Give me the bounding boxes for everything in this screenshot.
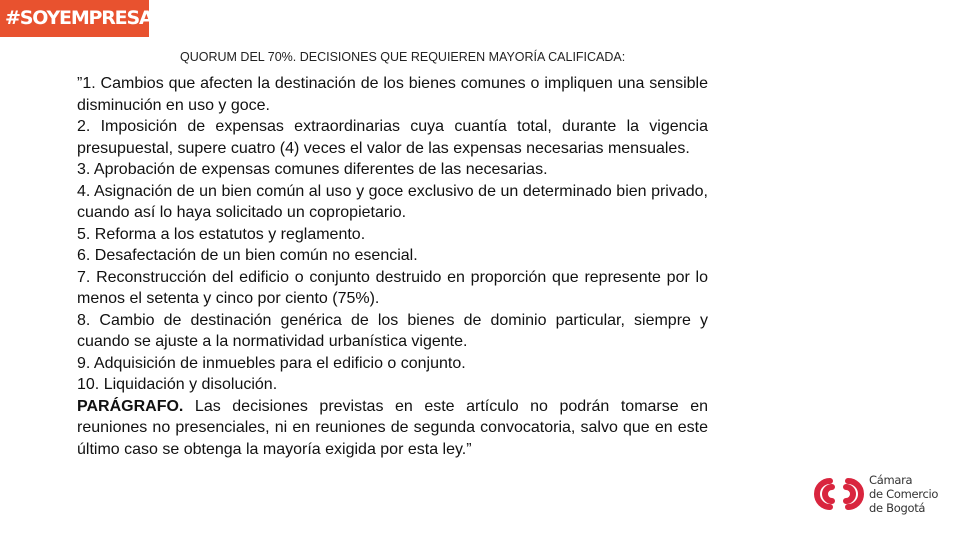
list-item: ”1. Cambios que afecten la destinación de los bienes comunes o impliquen una sensible disminución en uso y goce. [77, 75, 708, 114]
article-body [77, 73, 708, 460]
logo-text [869, 473, 938, 515]
camara-comercio-logo-icon [812, 474, 866, 514]
list-item: 10. Liquidación y disolución. [77, 376, 278, 393]
list-item: 4. Asignación de un bien común al uso y goce exclusivo de un determinado bien privado, cuando así lo haya solicitado un copropietario. [77, 182, 708, 221]
paragraph-note [77, 396, 708, 461]
list-item: 7. Reconstrucción del edificio o conjunto destruido en proporción que represente por lo menos el setenta y cinco por ciento (75%). [77, 268, 708, 307]
paragraph-text: Las decisiones previstas en este artículo no podrán tomarse en reuniones no presenciales, ni en reuniones de segunda convocatoria, salvo que en este último caso se obtenga la mayoría exigida por esta ley.” [77, 397, 708, 458]
list-item: 3. Aprobación de expensas comunes diferentes de las necesarias. [77, 161, 548, 178]
slide-title: QUORUM DEL 70%. DECISIONES QUE REQUIEREN MAYORÍA CALIFICADA: [180, 50, 626, 64]
logo-line-1: Cámara [869, 473, 913, 487]
list-item: 2. Imposición de expensas extraordinarias cuya cuantía total, durante la vigencia presupuestal, supere cuatro (4) veces el valor de las expensas necesarias mensuales. [77, 118, 708, 157]
list-item: 6. Desafectación de un bien común no esencial. [77, 247, 418, 264]
list-item: 5. Reforma a los estatutos y reglamento. [77, 225, 366, 243]
paragraph-label: PARÁGRAFO. [77, 397, 184, 415]
hashtag-badge: #SOYEMPRESARIO [0, 0, 149, 37]
camara-comercio-logo [812, 470, 952, 520]
logo-line-2: de Comercio [869, 487, 939, 501]
list-item: 8. Cambio de destinación genérica de los bienes de dominio particular, siempre y cuando se ajuste a la normatividad urbanística vigente. [77, 311, 708, 350]
logo-line-3: de Bogotá [869, 501, 926, 515]
list-item: 9. Adquisición de inmuebles para el edificio o conjunto. [77, 354, 466, 372]
